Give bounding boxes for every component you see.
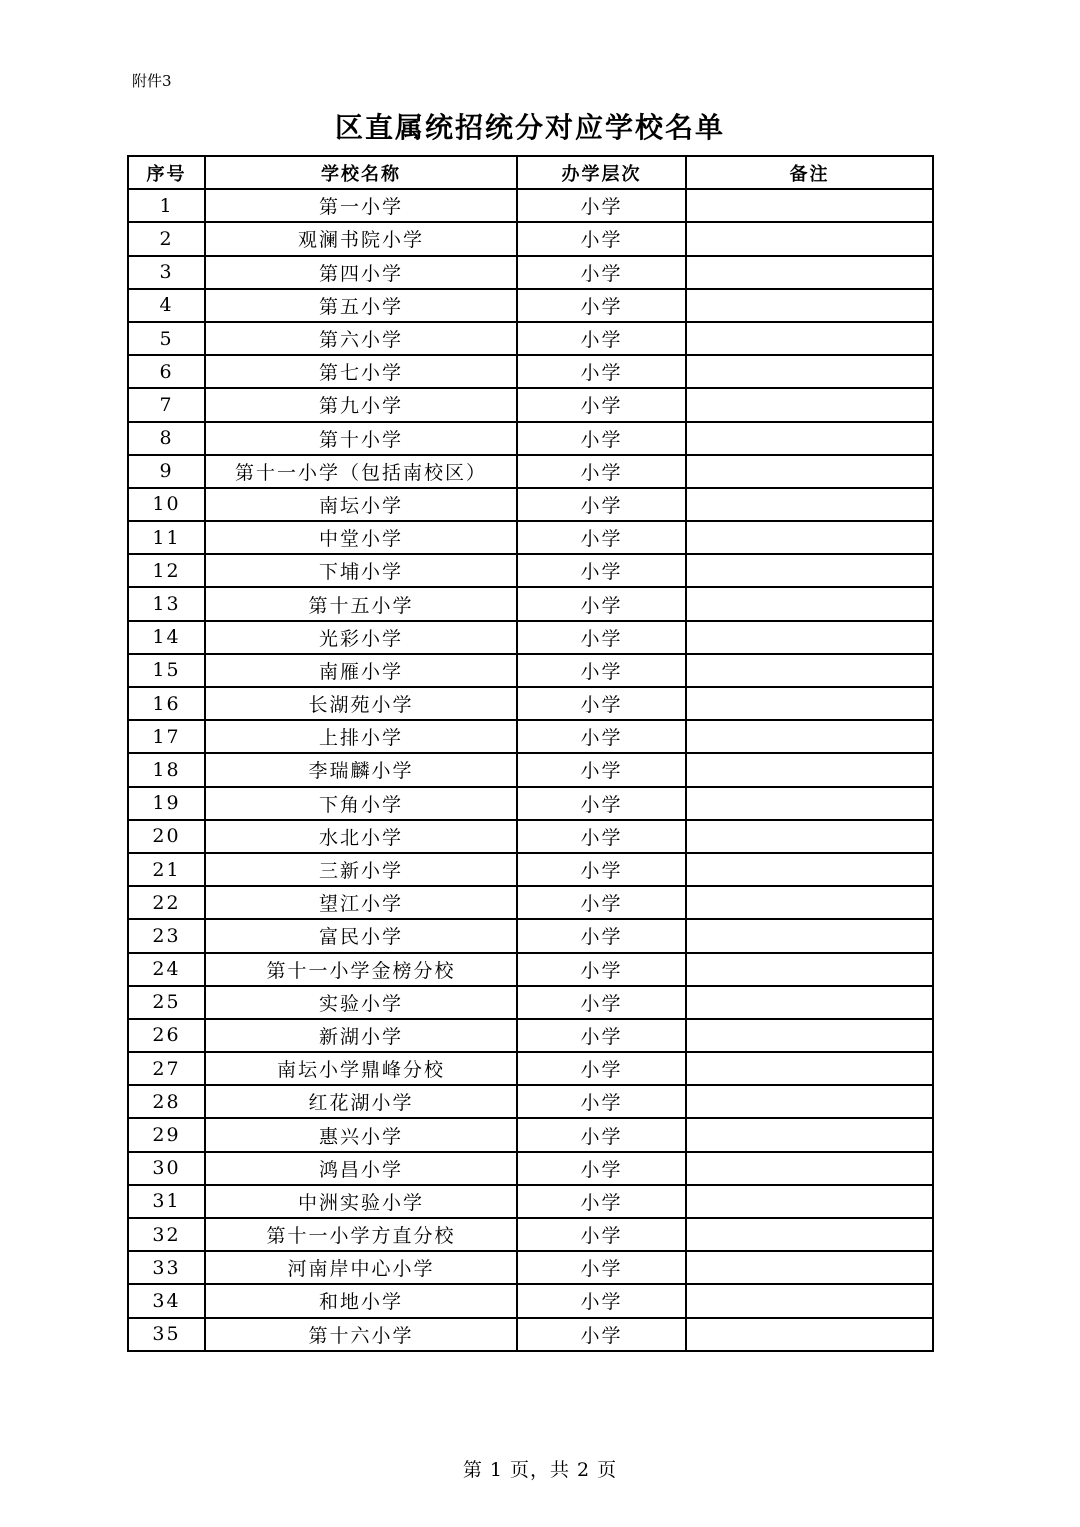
row-index: 16 [128,687,205,720]
table-row [128,189,933,222]
table-row [128,1052,933,1085]
table-row [128,886,933,919]
school-name: 上排小学 [205,720,517,753]
remarks [686,289,933,322]
school-level: 小学 [517,1019,686,1052]
school-name: 水北小学 [205,820,517,853]
remarks [686,189,933,222]
school-name: 红花湖小学 [205,1085,517,1118]
table-row [128,853,933,886]
row-index: 15 [128,654,205,687]
school-name: 惠兴小学 [205,1118,517,1151]
table-row [128,455,933,488]
table-row [128,1118,933,1151]
row-index: 28 [128,1085,205,1118]
header-remarks: 备注 [686,156,933,189]
row-index: 5 [128,322,205,355]
row-index: 19 [128,787,205,820]
school-level: 小学 [517,853,686,886]
remarks [686,820,933,853]
school-name: 富民小学 [205,919,517,952]
remarks [686,1118,933,1151]
school-level: 小学 [517,1152,686,1185]
table-row [128,554,933,587]
row-index: 35 [128,1318,205,1351]
school-name: 第十五小学 [205,587,517,620]
row-index: 10 [128,488,205,521]
remarks [686,422,933,455]
remarks [686,787,933,820]
school-name: 第一小学 [205,189,517,222]
school-level: 小学 [517,1118,686,1151]
header-school-name: 学校名称 [205,156,517,189]
school-name: 下埔小学 [205,554,517,587]
school-name: 第十六小学 [205,1318,517,1351]
school-level: 小学 [517,587,686,620]
remarks [686,953,933,986]
remarks [686,1185,933,1218]
school-level: 小学 [517,654,686,687]
remarks [686,886,933,919]
remarks [686,355,933,388]
row-index: 4 [128,289,205,322]
school-name: 第四小学 [205,256,517,289]
school-name: 第五小学 [205,289,517,322]
row-index: 18 [128,753,205,786]
row-index: 23 [128,919,205,952]
row-index: 26 [128,1019,205,1052]
table-row [128,1218,933,1251]
row-index: 20 [128,820,205,853]
school-name: 新湖小学 [205,1019,517,1052]
table-row [128,654,933,687]
remarks [686,322,933,355]
school-name: 第十小学 [205,422,517,455]
school-level: 小学 [517,1052,686,1085]
school-name: 南坛小学 [205,488,517,521]
school-level: 小学 [517,753,686,786]
school-name: 实验小学 [205,986,517,1019]
remarks [686,256,933,289]
attachment-label: 附件3 [132,72,172,90]
remarks [686,554,933,587]
school-level: 小学 [517,953,686,986]
page-footer: 第 1 页，共 2 页 [462,1459,618,1481]
table-row [128,222,933,255]
school-name: 光彩小学 [205,621,517,654]
school-level: 小学 [517,1085,686,1118]
school-level: 小学 [517,488,686,521]
school-name: 第十一小学金榜分校 [205,953,517,986]
school-level: 小学 [517,720,686,753]
table-row [128,322,933,355]
school-level: 小学 [517,521,686,554]
school-level: 小学 [517,256,686,289]
row-index: 11 [128,521,205,554]
school-level: 小学 [517,322,686,355]
school-name: 第七小学 [205,355,517,388]
row-index: 34 [128,1284,205,1317]
row-index: 17 [128,720,205,753]
school-name: 河南岸中心小学 [205,1251,517,1284]
remarks [686,853,933,886]
remarks [686,621,933,654]
school-level: 小学 [517,289,686,322]
row-index: 13 [128,587,205,620]
remarks [686,388,933,421]
school-name: 南坛小学鼎峰分校 [205,1052,517,1085]
remarks [686,1251,933,1284]
table-header-row [128,156,933,189]
remarks [686,455,933,488]
school-level: 小学 [517,355,686,388]
school-level: 小学 [517,1185,686,1218]
table-row [128,488,933,521]
school-level: 小学 [517,687,686,720]
remarks [686,1019,933,1052]
remarks [686,1218,933,1251]
table-row [128,1318,933,1351]
table-row [128,753,933,786]
row-index: 3 [128,256,205,289]
school-table [127,155,934,1352]
table-row [128,787,933,820]
row-index: 27 [128,1052,205,1085]
row-index: 8 [128,422,205,455]
school-level: 小学 [517,787,686,820]
table-row [128,1152,933,1185]
remarks [686,753,933,786]
remarks [686,1085,933,1118]
row-index: 2 [128,222,205,255]
table-row [128,953,933,986]
school-level: 小学 [517,886,686,919]
school-level: 小学 [517,986,686,1019]
school-level: 小学 [517,554,686,587]
school-name: 观澜书院小学 [205,222,517,255]
school-level: 小学 [517,1284,686,1317]
school-name: 南雁小学 [205,654,517,687]
school-name: 中堂小学 [205,521,517,554]
school-name: 第十一小学（包括南校区） [205,455,517,488]
row-index: 1 [128,189,205,222]
remarks [686,1052,933,1085]
remarks [686,521,933,554]
table-row [128,355,933,388]
row-index: 30 [128,1152,205,1185]
row-index: 7 [128,388,205,421]
school-level: 小学 [517,820,686,853]
school-name: 中洲实验小学 [205,1185,517,1218]
school-level: 小学 [517,621,686,654]
header-index: 序号 [128,156,205,189]
table-row [128,1185,933,1218]
table-body [128,189,933,1351]
remarks [686,1152,933,1185]
school-level: 小学 [517,388,686,421]
remarks [686,587,933,620]
school-name: 第九小学 [205,388,517,421]
school-name: 三新小学 [205,853,517,886]
remarks [686,919,933,952]
school-name: 望江小学 [205,886,517,919]
table-row [128,1284,933,1317]
school-name: 李瑞麟小学 [205,753,517,786]
table-row [128,587,933,620]
remarks [686,1284,933,1317]
row-index: 24 [128,953,205,986]
table-row [128,1085,933,1118]
row-index: 33 [128,1251,205,1284]
school-level: 小学 [517,222,686,255]
school-level: 小学 [517,422,686,455]
row-index: 21 [128,853,205,886]
table-row [128,820,933,853]
remarks [686,222,933,255]
table-row [128,388,933,421]
table-row [128,986,933,1019]
remarks [686,654,933,687]
school-name: 鸿昌小学 [205,1152,517,1185]
remarks [686,488,933,521]
row-index: 25 [128,986,205,1019]
school-level: 小学 [517,1251,686,1284]
school-level: 小学 [517,1218,686,1251]
table-row [128,289,933,322]
school-level: 小学 [517,455,686,488]
row-index: 32 [128,1218,205,1251]
row-index: 29 [128,1118,205,1151]
row-index: 12 [128,554,205,587]
table-row [128,687,933,720]
table-row [128,256,933,289]
row-index: 14 [128,621,205,654]
school-name: 和地小学 [205,1284,517,1317]
row-index: 6 [128,355,205,388]
remarks [686,1318,933,1351]
table-row [128,919,933,952]
row-index: 9 [128,455,205,488]
school-name: 下角小学 [205,787,517,820]
table-row [128,1019,933,1052]
remarks [686,720,933,753]
school-level: 小学 [517,1318,686,1351]
remarks [686,687,933,720]
header-level: 办学层次 [517,156,686,189]
table-row [128,422,933,455]
school-level: 小学 [517,919,686,952]
school-level: 小学 [517,189,686,222]
document-title: 区直属统招统分对应学校名单 [334,111,725,144]
table-row [128,1251,933,1284]
table-row [128,521,933,554]
table-row [128,621,933,654]
school-name: 第十一小学方直分校 [205,1218,517,1251]
school-name: 长湖苑小学 [205,687,517,720]
row-index: 22 [128,886,205,919]
table-row [128,720,933,753]
row-index: 31 [128,1185,205,1218]
school-name: 第六小学 [205,322,517,355]
remarks [686,986,933,1019]
